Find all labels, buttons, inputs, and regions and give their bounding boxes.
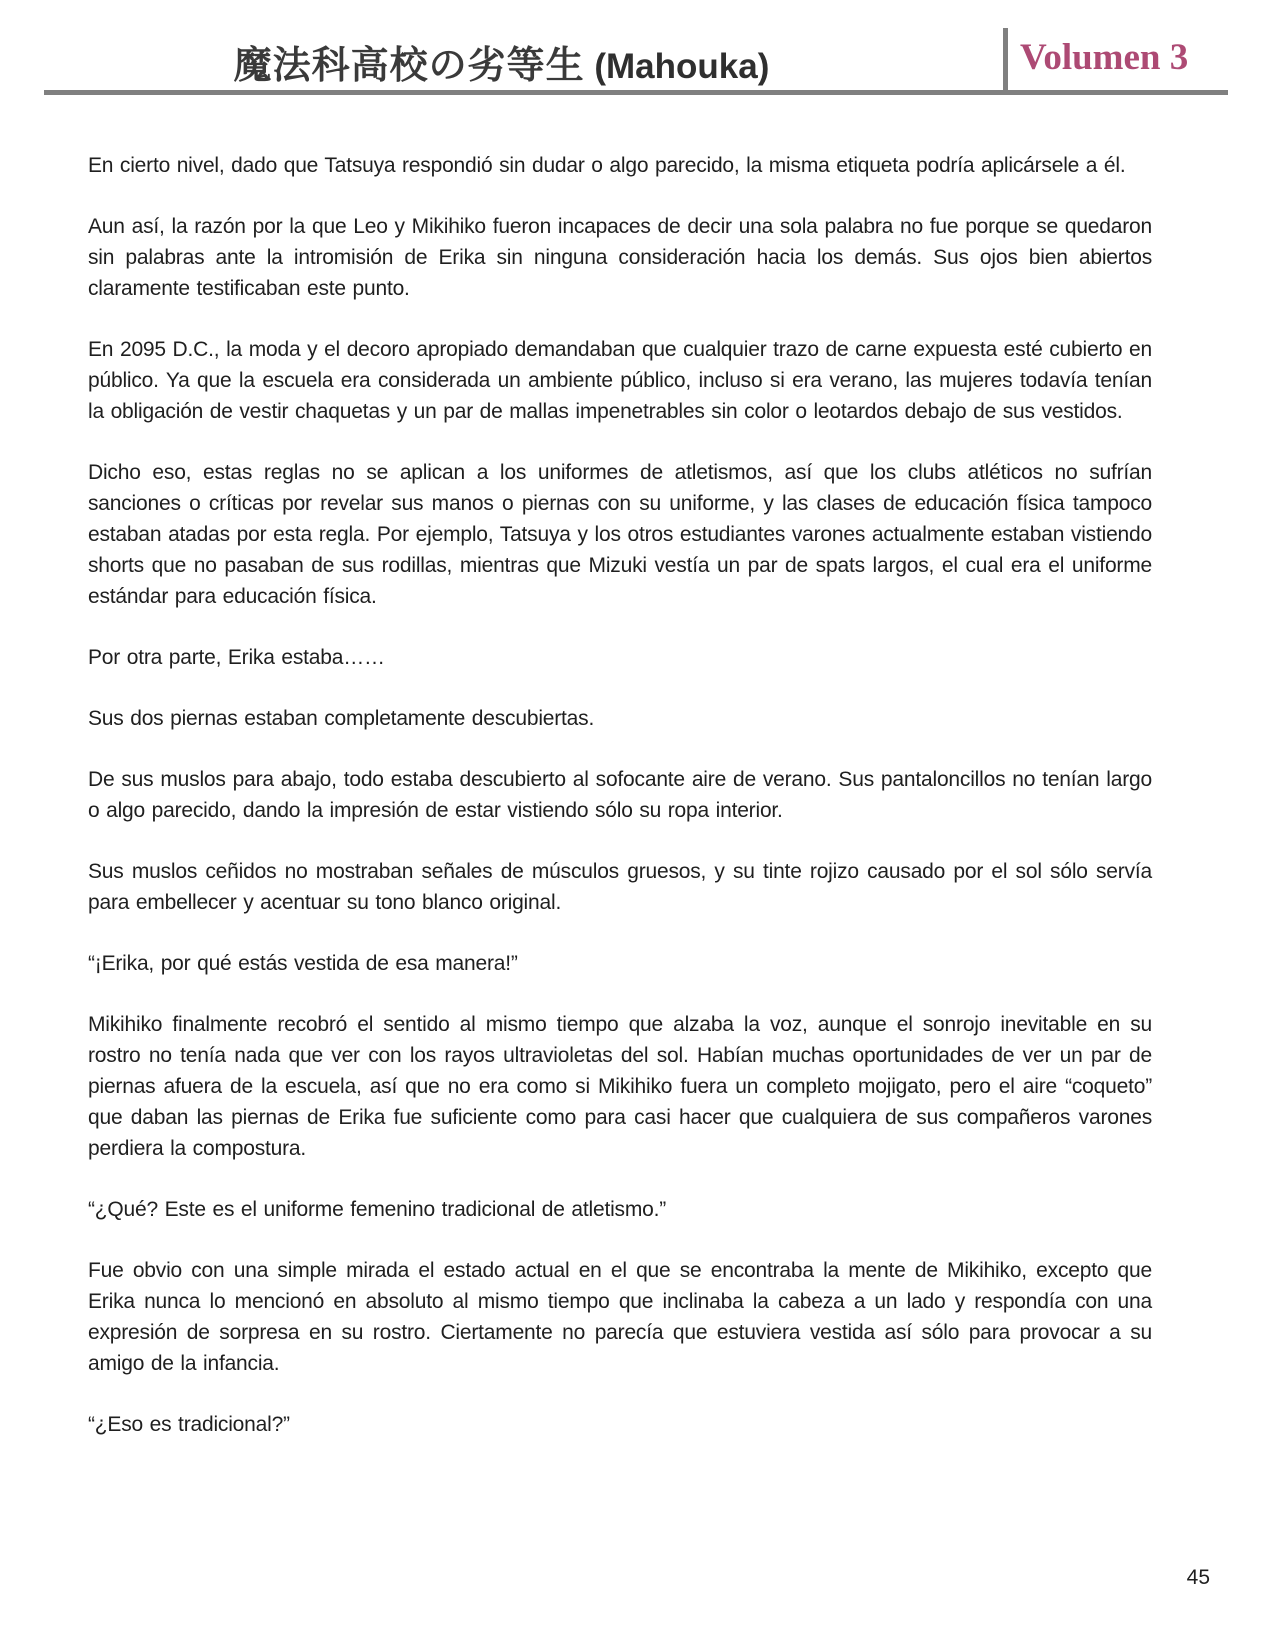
series-title-romanized: (Mahouka) [584, 47, 770, 86]
header-vertical-divider [1003, 28, 1008, 90]
paragraph: En 2095 D.C., la moda y el decoro apropiado demandaban que cualquier trazo de carne expuesta esté cubierto en público. Ya que la escuela era considerada un ambiente público, incluso si era verano, las mujeres todavía tenían la obligación de vestir chaquetas y un par de mallas impenetrables sin color o leotardos debajo de sus vestidos. [88, 338, 1152, 423]
page-header-title [0, 34, 1003, 89]
paragraph: Dicho eso, estas reglas no se aplican a los uniformes de atletismos, así que los clubs atléticos no sufrían sanciones o críticas por revelar sus manos o piernas con su uniforme, y las clases de educación física tampoco estaban atadas por esta regla. Por ejemplo, Tatsuya y los otros estudiantes varones actualmente estaban vistiendo shorts que no pasaban de sus rodillas, mientras que Mizuki vestía un par de spats largos, el cual era el uniforme estándar para educación física. [88, 461, 1152, 608]
header-horizontal-rule [44, 90, 1228, 95]
paragraph: “¿Qué? Este es el uniforme femenino tradicional de atletismo.” [88, 1198, 667, 1221]
paragraph: Fue obvio con una simple mirada el estado actual en el que se encontraba la mente de Mikihiko, excepto que Erika nunca lo mencionó en absoluto al mismo tiempo que inclinaba la cabeza a un lado y respondía con una expresión de sorpresa en su rostro. Ciertamente no parecía que estuviera vestida así sólo para provocar a su amigo de la infancia. [88, 1259, 1152, 1375]
page-body-text [88, 150, 1152, 1470]
volume-label: Volumen 3 [1020, 37, 1189, 78]
page-number: 45 [1186, 1566, 1210, 1589]
paragraph: Aun así, la razón por la que Leo y Mikihiko fueron incapaces de decir una sola palabra no fue porque se quedaron sin palabras ante la intromisión de Erika sin ninguna consideración hacia los demás. Sus ojos bien abiertos claramente testificaban este punto. [88, 215, 1152, 300]
series-title-japanese: 魔法科高校の劣等生 [233, 42, 585, 87]
paragraph: “¡Erika, por qué estás vestida de esa manera!” [88, 952, 518, 975]
paragraph: Por otra parte, Erika estaba…… [88, 646, 385, 669]
paragraph: Sus dos piernas estaban completamente descubiertas. [88, 707, 595, 730]
paragraph: Sus muslos ceñidos no mostraban señales de músculos gruesos, y su tinte rojizo causado por el sol sólo servía para embellecer y acentuar su tono blanco original. [88, 860, 1152, 914]
paragraph: En cierto nivel, dado que Tatsuya respondió sin dudar o algo parecido, la misma etiqueta podría aplicársele a él. [88, 154, 1126, 177]
paragraph: Mikihiko finalmente recobró el sentido al mismo tiempo que alzaba la voz, aunque el sonrojo inevitable en su rostro no tenía nada que ver con los rayos ultravioletas del sol. Habían muchas oportunidades de ver un par de piernas afuera de la escuela, así que no era como si Mikihiko fuera un completo mojigato, pero el aire “coqueto” que daban las piernas de Erika fue suficiente como para casi hacer que cualquiera de sus compañeros varones perdiera la compostura. [88, 1013, 1152, 1160]
paragraph: De sus muslos para abajo, todo estaba descubierto al sofocante aire de verano. Sus pantaloncillos no tenían largo o algo parecido, dando la impresión de estar vistiendo sólo su ropa interior. [88, 768, 1152, 822]
paragraph: “¿Eso es tradicional?” [88, 1413, 290, 1436]
